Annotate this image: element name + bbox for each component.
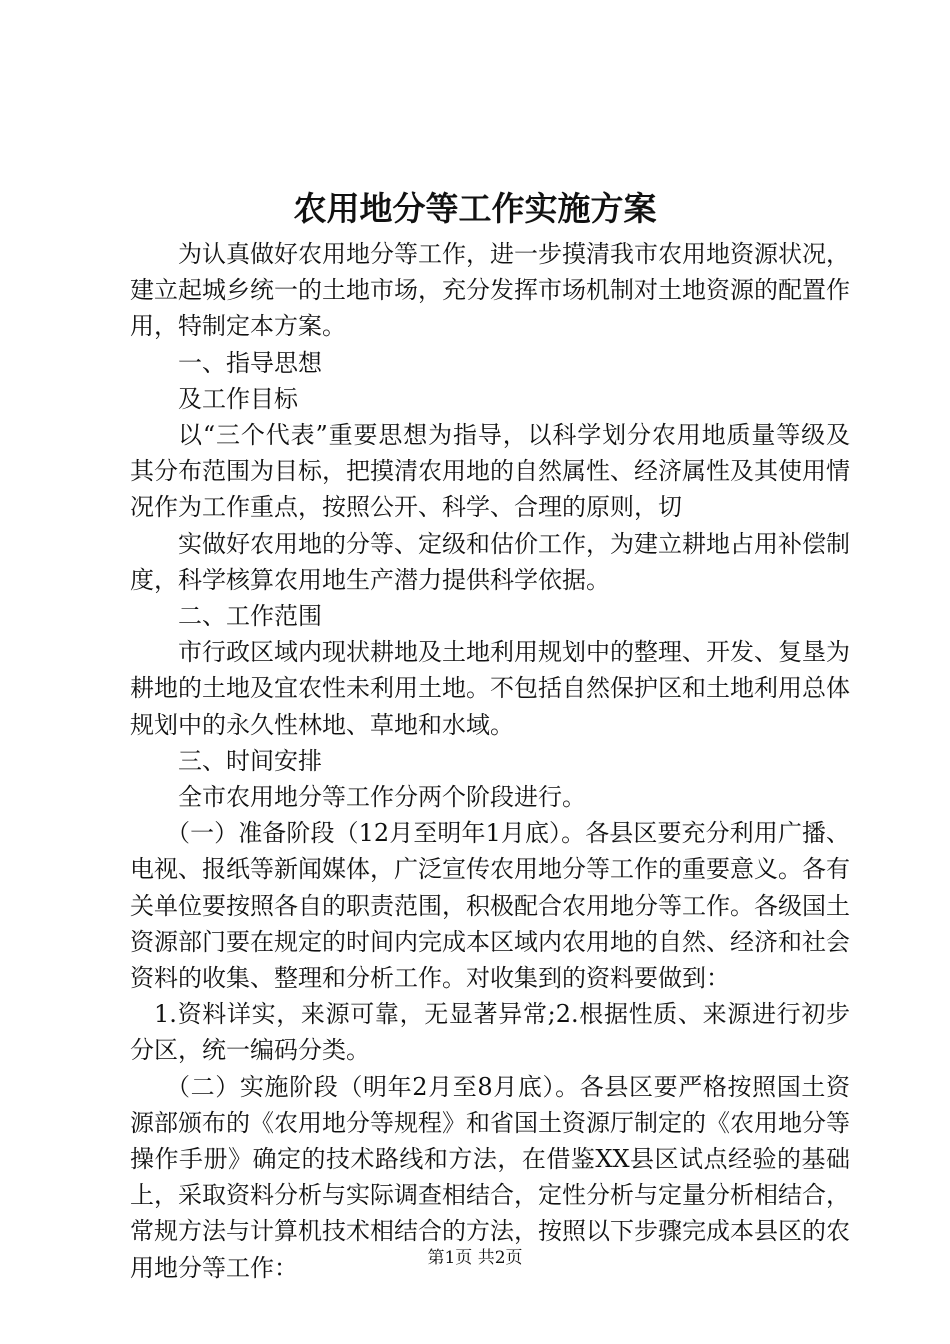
paragraph-work-scope: 市行政区域内现状耕地及土地利用规划中的整理、开发、复垦为耕地的土地及宜农性未利用土地。不包括自然保护区和土地利用总体规划中的永久性林地、草地和水域。 xyxy=(130,638,850,739)
document-body xyxy=(130,236,850,1286)
document-title: 农用地分等工作实施方案 xyxy=(293,189,657,228)
paragraph-stage-one: （一）准备阶段（12月至明年1月底）。各县区要充分利用广播、电视、报纸等新闻媒体，广泛宣传农用地分等工作的重要意义。各有关单位要按照各自的职责范围，积极配合农用地分等工作。各级国土资源部门要在规定的时间内完成本区域内农用地的自然、经济和社会资料的收集、整理和分析工作。对收集到的资料要做到： xyxy=(130,819,850,993)
paragraph-stage-two: （二）实施阶段（明年2月至8月底）。各县区要严格按照国土资源部颁布的《农用地分等规程》和省国土资源厅制定的《农用地分等操作手册》确定的技术路线和方法，在借鉴XX县区试点经验的基础上，采取资料分析与实际调查相结合，定性分析与定量分析相结合，常规方法与计算机技术相结合的方法，按照以下步骤完成本县区的农用地分等工作： xyxy=(130,1072,850,1282)
paragraph-intro: 为认真做好农用地分等工作，进一步摸清我市农用地资源状况，建立起城乡统一的土地市场，充分发挥市场机制对土地资源的配置作用，特制定本方案。 xyxy=(130,240,850,341)
heading-guiding-thought: 一、指导思想 xyxy=(178,348,322,377)
paragraph-guiding-thought-cont: 实做好农用地的分等、定级和估价工作，为建立耕地占用补偿制度，科学核算农用地生产潜力提供科学依据。 xyxy=(130,529,850,594)
heading-schedule: 三、时间安排 xyxy=(178,746,322,775)
paragraph-data-requirements: 1.资料详实，来源可靠，无显著异常;2.根据性质、来源进行初步分区，统一编码分类。 xyxy=(130,1000,850,1065)
heading-work-scope: 二、工作范围 xyxy=(178,602,322,631)
heading-work-goal: 及工作目标 xyxy=(178,384,298,413)
paragraph-schedule: 全市农用地分等工作分两个阶段进行。 xyxy=(178,783,586,812)
paragraph-guiding-thought: 以“三个代表”重要思想为指导，以科学划分农用地质量等级及其分布范围为目标，把摸清农用地的自然属性、经济属性及其使用情况作为工作重点，按照公开、科学、合理的原则，切 xyxy=(130,421,850,522)
page-number: 第1页 共2页 xyxy=(427,1248,523,1268)
